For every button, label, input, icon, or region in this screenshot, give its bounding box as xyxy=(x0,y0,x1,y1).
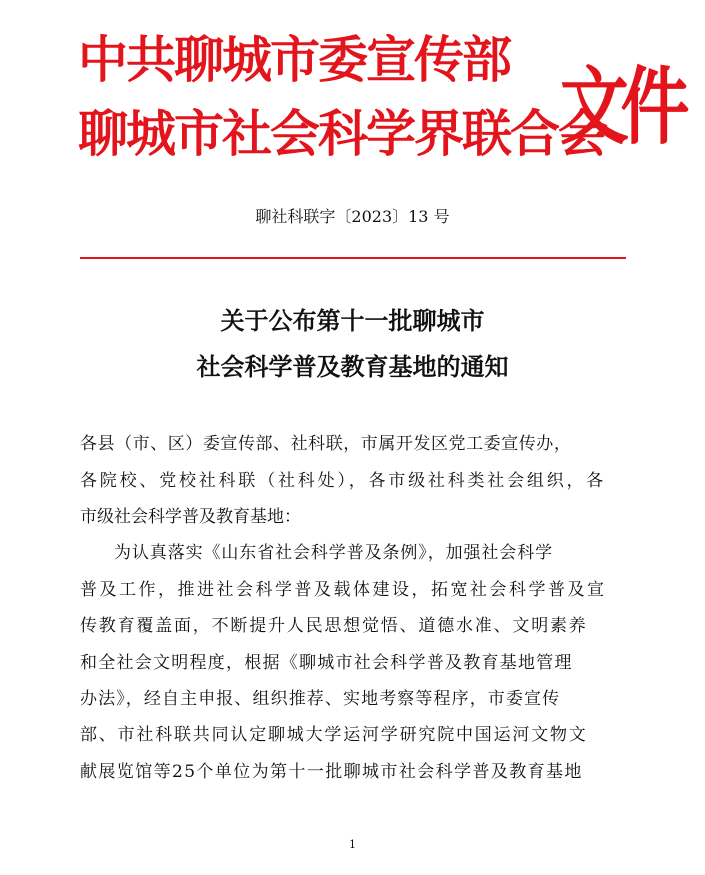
document-number: 聊社科联字〔2023〕13 号 xyxy=(255,207,450,226)
official-header xyxy=(0,0,705,185)
issuer-line-2: 聊城市社会科学界联合会 xyxy=(78,104,606,163)
body-text-line: 各院校、党校社科联（社科处），各市级社科类社会组织，各 xyxy=(80,471,607,491)
body-text-line: 为认真落实《山东省社会科学普及条例》，加强社会科学 xyxy=(114,543,553,563)
issuer-line-1: 中共聊城市委宣传部 xyxy=(78,30,510,89)
body-text-line: 献展览馆等25个单位为第十一批聊城市社会科学普及教育基地 xyxy=(80,762,583,782)
body-text-line: 和全社会文明程度，根据《聊城市社会科学普及教育基地管理 xyxy=(80,653,573,673)
body-text-line: 传教育覆盖面，不断提升人民思想觉悟、道德水准、文明素养 xyxy=(80,616,588,636)
body-text-line: 普及工作，推进社会科学普及载体建设，拓宽社会科学普及宣 xyxy=(80,580,607,600)
body-text-line: 各县（市、区）委宣传部、社科联，市属开发区党工委宣传办， xyxy=(80,434,572,454)
notice-title-line-2: 社会科学普及教育基地的通知 xyxy=(196,352,509,381)
body-text-line: 办法》，经自主申报、组织推荐、实地考察等程序，市委宣传 xyxy=(80,689,561,709)
red-divider-line xyxy=(80,257,626,259)
page-number: 1 xyxy=(349,838,356,851)
document-word: 文件 xyxy=(560,57,682,156)
body-text-line: 市级社会科学普及教育基地： xyxy=(80,507,301,527)
body-text-line: 部、市社科联共同认定聊城大学运河学研究院中国运河文物文 xyxy=(80,725,588,745)
notice-title-line-1: 关于公布第十一批聊城市 xyxy=(220,306,485,335)
